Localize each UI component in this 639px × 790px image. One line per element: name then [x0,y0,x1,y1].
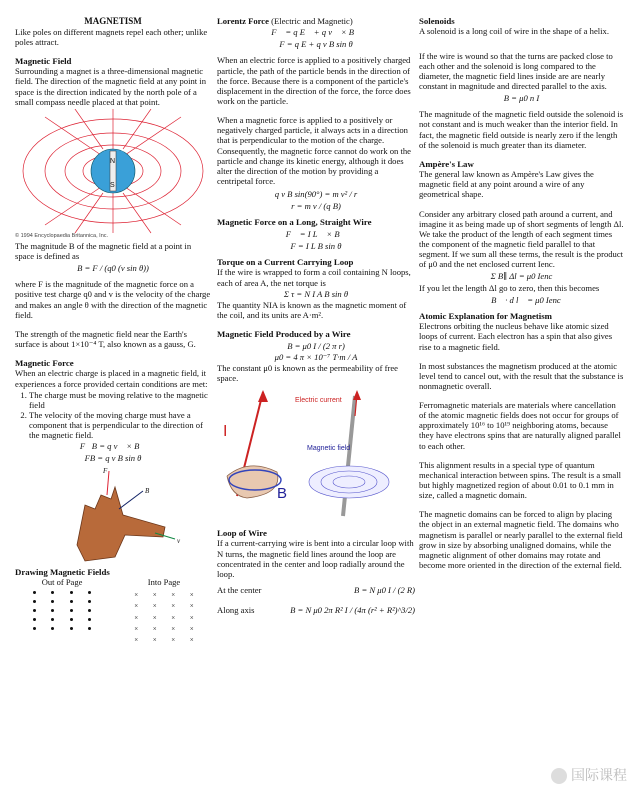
watermark [551,767,627,784]
conditions-list [15,390,211,441]
svg-text:F: F [103,466,108,475]
wire-field-heading: Magnetic Field Produced by a Wire [217,329,351,340]
column-3 [419,16,624,579]
magnetic-force-text: When an electric charge is placed in a magnetic field, it experiences a force provided certain conditions are met: [15,368,208,389]
equation-loop-center: B = N μ0 I / (2 R) [354,585,415,595]
equation-lorentz-vector: F⃗ = q E⃗ + q v⃗ × B⃗ [271,27,361,38]
lorentz-subheading: (Electric and Magnetic) [271,16,353,26]
equation-centripetal: q v B sin(90°) = m v² / r [274,189,358,200]
equation-loop-axis: B = N μ0 2π R² I / (4π (r² + R²)^3/2) [290,605,415,616]
figure-magnetic-field-label: Magnetic field [307,445,351,453]
equation-wire-field: B = μ0 I / (2 π r) [287,340,345,351]
figure-electric-current-label: Electric current [295,397,342,405]
where-text: where F is the magnitude of the magnetic force on a positive test charge q0 and v is the velocity of the charge and makes an angle θ with the direction of the magnetic field. [15,279,211,320]
torque-text: If the wire is wrapped to form a coil containing N loops, each of area A, the net torque is [217,267,411,288]
equation-FB-magnitude: FB = q v B sin θ [84,452,142,463]
out-of-page-dots [15,587,109,634]
loop-text: If a current-carrying wire is bent into a circular loop with N turns, the magnetic field lines around the loop are concentrated in the center and loop radially around the loop. [217,538,414,579]
equation-mu0: μ0 = 4 π × 10⁻⁷ T·m / A [274,351,358,362]
equation-ampere-sum: Σ B∥ Δl = μ0 Ienc [490,271,553,282]
wechat-icon [551,768,567,784]
magnetic-field-text: Surrounding a magnet is a three-dimensional magnetic field. The direction of the magnetic field at any point in space is the direction indicated by the north pole of a small compass needle placed at that point. [15,66,206,107]
into-page-label: Into Page [147,577,181,588]
page-title: MAGNETISM [84,16,142,26]
magnetic-moment-text: The quantity NIA is known as the magnetic moment of the coil, and its units are A·m². [217,299,407,320]
solenoid-text-1: A solenoid is a long coil of wire in the shape of a helix. [419,26,609,37]
atomic-text-3: Ferromagnetic materials are materials where cancellation of the atomic magnetic fields does not occur for groups of approximately 10¹⁶ to 10¹⁹ neighboring atoms, because they have electrons spins that are naturally aligned parallel to each other. [419,400,621,451]
torque-heading: Torque on a Current Carrying Loop [217,257,354,268]
earth-field-text: The strength of the magnetic field near the Earth's surface is about 1×10⁻⁴ T, also known as a gauss, G. [15,328,196,349]
center-row [217,585,415,595]
equation-radius: r = m v / (q B) [291,201,341,212]
equation-lorentz-magnitude: F = q E + q v B sin θ [279,39,353,50]
field-notation-row [15,577,211,648]
equation-ampere-integral: ∮ B⃗ · d l⃗ = μ0 Ienc [482,294,561,305]
permeability-text: The constant μ0 is known as the permeability of free space. [217,362,398,383]
wire-force-heading: Magnetic Force on a Long, Straight Wire [217,217,372,228]
equation-wire-force-vector: F⃗ = I L⃗ × B⃗ [285,228,347,239]
ampere-text-2: Consider any arbitrary closed path around a current, and imagine it as being made up of short segments of length Δl. We take the product of the length of each segment times the component of the magnetic field parallel to that segment. If we sum all these terms, the result is the product of μ0 and the net enclosed current Ienc. [419,208,624,270]
at-center-label: At the center [217,585,262,595]
loop-heading: Loop of Wire [217,528,267,539]
svg-text:N: N [110,157,116,165]
column-2 [217,16,415,615]
column-1 [15,16,211,648]
solenoids-heading: Solenoids [419,16,455,26]
atomic-text-4: This alignment results in a special type of quantum mechanical interaction between spins. The result is a small but highly magnetized region of about 0.01 to 0.1 mm in size, called a magnetic domain. [419,459,621,501]
lorentz-heading: Lorentz Force [217,16,269,26]
magnetic-force-heading: Magnetic Force [15,358,74,369]
solenoid-text-3: The magnitude of the magnetic field outside the solenoid is not constant and is much weaker than the interior field. In fact, the magnetic field outside is nearly zero if the length of the solenoid is much greater than its diameter. [419,109,624,150]
right-hand-rule-figure [15,465,211,565]
magnetic-field-heading: Magnetic Field [15,55,72,66]
figure-B-label: B [277,485,288,503]
atomic-text-2: In most substances the magnetism produced at the atomic level tend to cancel out, with the result that the substance is nonmagnetic overall. [419,360,624,391]
axis-row [217,605,415,615]
equation-B-definition: B = F / (q0 (v sin θ)) [77,263,149,274]
out-of-page-label: Out of Page [41,577,83,588]
magnitude-text: The magnitude B of the magnetic field at a point in space is defined as [15,240,192,261]
atomic-text-1: Electrons orbiting the nucleus behave like atomic sized loops of current. Each electron has a spin that also gives rise to a magnetic field. [419,321,613,352]
lorentz-text-2: When a magnetic force is applied to a positively or negatively charged particle, it always acts in a direction that is perpendicular to the motion of the charge. Consequently, the magnetic force cannot do work on the particle and change its kinetic energy, although it does alter the direction of the motion by providing a centripetal force. [217,115,411,186]
intro-text: Like poles on different magnets repel each other; unlike poles attract. [15,26,208,47]
drawing-fields-heading: Drawing Magnetic Fields [15,566,110,577]
atomic-text-5: The magnetic domains can be forced to align by placing the object in an external magnetic field. The domains who magnetism is parallel or nearly parallel to the external field grow in size by absorbing unaligned domains, while the magnetic alignment of other domains may rotate and become more oriented in the direction of the external field. [419,509,623,571]
ampere-text-1: The general law known as Ampère's Law gives the magnetic field at any point around a wire of any geometrical shape. [419,169,594,200]
svg-text:B: B [145,486,150,495]
condition-2: 2. The velocity of the moving charge must have a component that is perpendicular to the direction of the magnetic field. [29,410,211,440]
equation-solenoid: B = μ0 n I [503,93,540,104]
into-page-crosses: × × × × × × × × × × × × × × × × × × × × [134,591,194,645]
svg-text:v: v [177,536,181,545]
watermark-text: 国际课程 [571,766,627,783]
equation-wire-force-magnitude: F = I L B sin θ [290,240,342,251]
ampere-text-3: If you let the length Δl go to zero, then this becomes [419,282,600,293]
ampere-heading: Ampère's Law [419,158,474,169]
equation-torque: Σ τ = N I A B sin θ [283,288,349,299]
figure-caption: © 1994 Encyclopaedia Britannica, Inc. [15,232,109,239]
equation-FB-vector: F⃗B = q v⃗ × B⃗ [79,441,147,452]
solenoid-text-2: If the wire is wound so that the turns are packed close to each other and the solenoid is long compared to the diameter, the magnetic field lines inside are are nearly constant in magnitude and directed parallel to the axis. [419,50,613,91]
condition-1: 1. The charge must be moving relative to the magnetic field [29,390,211,410]
svg-text:S: S [110,181,115,189]
lorentz-text-1: When an electric force is applied to a positively charged particle, the path of the particle bends in the direction of the force. Because there is a component of the particle's displacement in the direction of the force, the force does work on the particle. [217,55,411,106]
atomic-heading: Atomic Explanation for Magnetism [419,310,553,321]
along-axis-label: Along axis [217,605,255,616]
bar-magnet-field-figure [15,109,211,239]
wire-magnetic-field-figure [217,386,415,526]
figure-I-label: I [223,423,228,441]
